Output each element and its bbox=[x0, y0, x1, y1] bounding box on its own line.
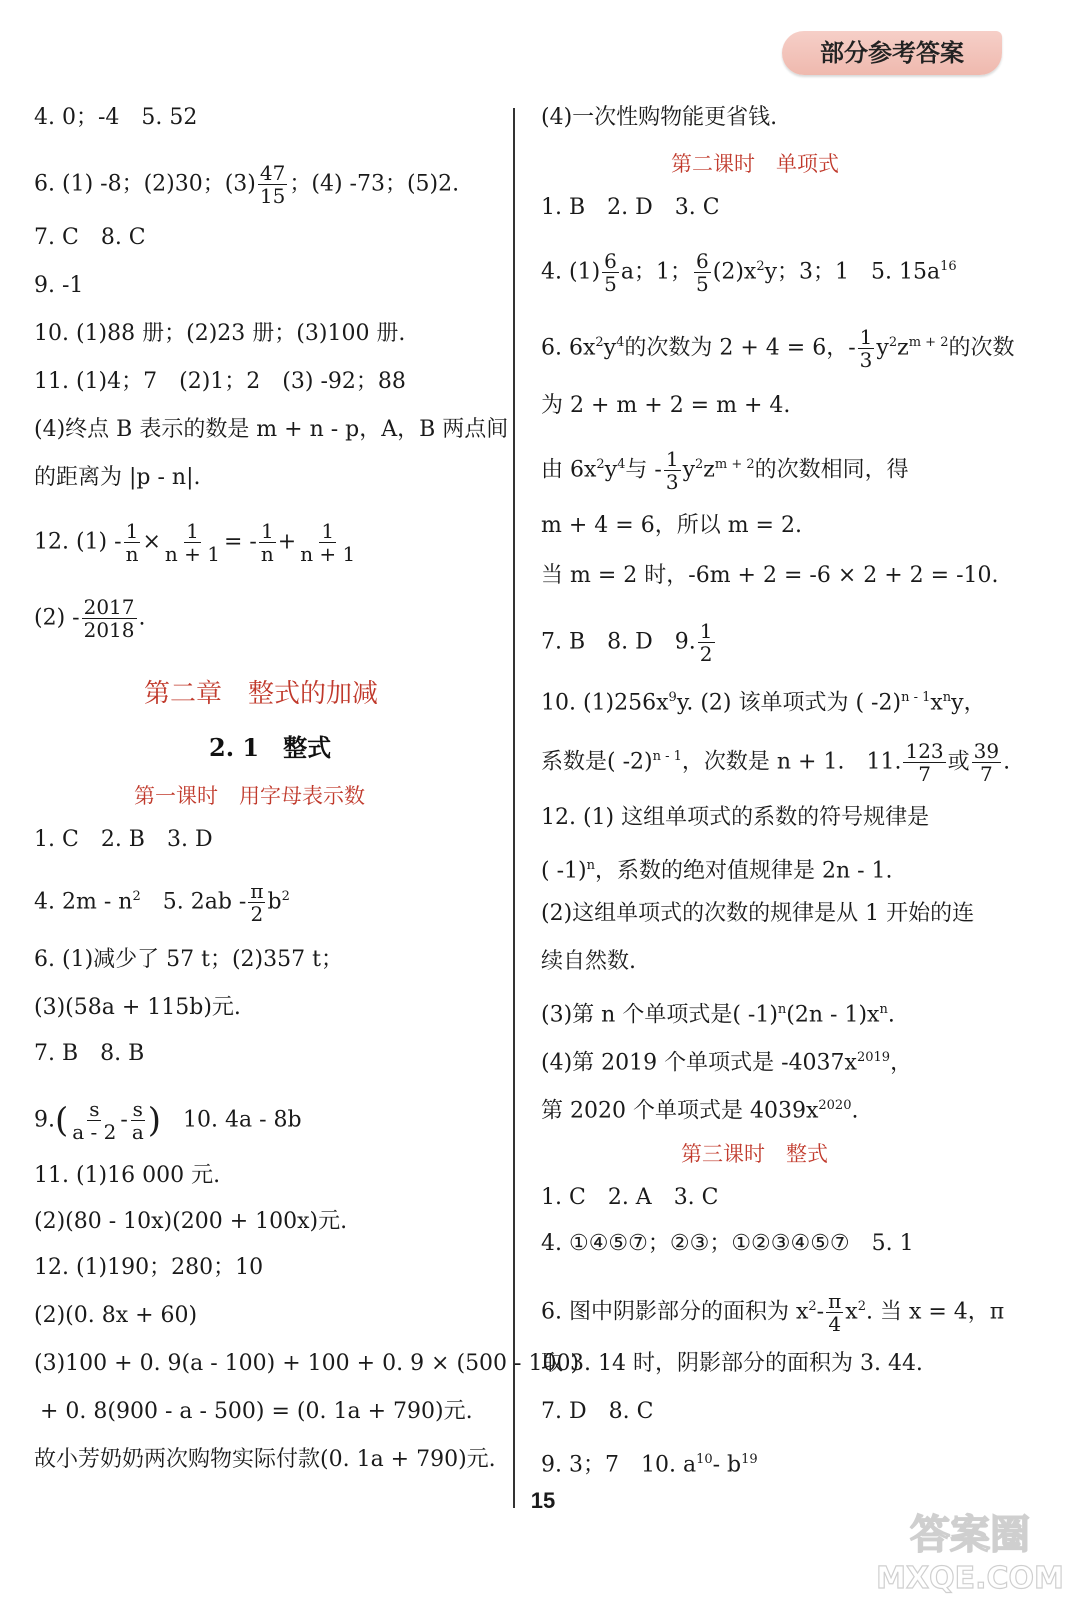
section-tab: 部分参考答案 bbox=[782, 31, 1002, 75]
answer-line: (4)一次性购物能更省钱. bbox=[541, 105, 778, 130]
column-divider bbox=[513, 108, 515, 1508]
answer-line: 11. (1)16 000 元. bbox=[34, 1163, 221, 1188]
answer-line: 的距离为 |p - n|. bbox=[34, 465, 201, 490]
answer-line: 系数是( -2)$^{n - 1}$，次数是 n + 1. 11. $\frac{123}{7}$ 或 $\frac{39}{7}$ . bbox=[541, 739, 1011, 786]
answer-line: 第 2020 个单项式是 $4039x^{2020}$. bbox=[541, 1098, 859, 1124]
answer-line: 10. $(1)256x^9y$. (2) 该单项式为 ( $-2)^{n - 1}x^ny$， bbox=[541, 690, 986, 716]
answer-line: 6. (1) -8；(2)30；(3) $\frac{47}{15}$ ；(4) -73；(5)2. bbox=[34, 161, 460, 208]
chapter-heading: 第二章 整式的加减 bbox=[144, 679, 379, 709]
fraction: $\frac{s}{a}$ bbox=[131, 1097, 144, 1144]
watermark-url: MXQE.COM bbox=[876, 1561, 1064, 1595]
answer-line: 10. (1)88 册；(2)23 册；(3)100 册. bbox=[34, 321, 406, 346]
answer-line: 9. -1 bbox=[34, 273, 84, 298]
fraction: $\frac{1}{n}$ bbox=[260, 519, 274, 566]
answer-line: 7. B 8. D 9. $\frac{1}{2}$ bbox=[541, 619, 713, 666]
answer-line: 为 2 + m + 2 = m + 4. bbox=[541, 393, 791, 418]
fraction: $\frac{39}{7}$ bbox=[973, 739, 1000, 786]
answer-line: (2) - $\frac{2017}{2018}$ . bbox=[34, 595, 146, 642]
answer-line: 续自然数. bbox=[541, 949, 636, 974]
answer-line: ( -1)$^n$，系数的绝对值规律是 2n - 1. bbox=[541, 858, 893, 884]
answer-line: 4. 0；-4 5. 52 bbox=[34, 105, 198, 130]
answer-line: 1. C 2. B 3. D bbox=[34, 827, 213, 852]
answer-line: (4)第 2019 个单项式是 $-4037x^{2019}$， bbox=[541, 1050, 913, 1076]
answer-line: (2)(80 - 10x)(200 + 100x)元. bbox=[34, 1209, 348, 1234]
answer-line: 4. ①④⑤⑦；②③；①②③④⑤⑦ 5. 1 bbox=[541, 1231, 914, 1256]
watermark-text: 答案圈 bbox=[910, 1512, 1030, 1558]
fraction: $\frac{1}{n + 1}$ bbox=[300, 519, 356, 566]
page-number: 15 bbox=[530, 1488, 556, 1513]
answer-line: 7. C 8. C bbox=[34, 225, 146, 250]
answer-line: 4. (1) $\frac{6}{5}$ a；1； $\frac{6}{5}$ $(2)x^2y$；3；1 5. $15a^{16}$ bbox=[541, 249, 957, 296]
fraction: $\frac{47}{15}$ bbox=[259, 161, 286, 208]
answer-line: 6. $6x^2y^4$的次数为 2 + 4 = 6，- $\frac{1}{3}$ $y^2z^{m + 2}$的次数 bbox=[541, 325, 1015, 372]
fraction: $\frac{1}{n + 1}$ bbox=[164, 519, 220, 566]
answer-line: 12. (1)190；280；10 bbox=[34, 1255, 264, 1280]
answer-line: 4. $2m - n^2$ 5. 2ab - $\frac{\pi}{2}$ $b^2$ bbox=[34, 879, 290, 926]
watermark-logo bbox=[870, 1500, 1070, 1595]
answer-line: (2)(0. 8x + 60) bbox=[34, 1303, 198, 1328]
answer-line: (2)这组单项式的次数的规律是从 1 开始的连 bbox=[541, 901, 975, 926]
lesson-heading: 第二课时 单项式 bbox=[671, 152, 839, 176]
lesson-heading: 第一课时 用字母表示数 bbox=[134, 784, 365, 808]
answer-line: 7. B 8. B bbox=[34, 1041, 145, 1066]
answer-line: m + 4 = 6，所以 m = 2. bbox=[541, 513, 802, 538]
fraction: $\frac{1}{2}$ bbox=[699, 619, 713, 666]
answer-line: 故小芳奶奶两次购物实际付款(0. 1a + 790)元. bbox=[34, 1447, 496, 1472]
answer-line: 7. D 8. C bbox=[541, 1399, 654, 1424]
answer-line: (3)第 n 个单项式是( $-1)^n(2n - 1)x^n$. bbox=[541, 1002, 895, 1028]
fraction: $\frac{123}{7}$ bbox=[905, 739, 944, 786]
fraction: $\frac{1}{3}$ bbox=[665, 447, 679, 494]
answer-line: 取 3. 14 时，阴影部分的面积为 3. 44. bbox=[541, 1351, 923, 1376]
fraction: $\frac{6}{5}$ bbox=[604, 249, 617, 296]
fraction: $\frac{s}{a - 2}$ bbox=[72, 1097, 117, 1144]
answer-line: 11. (1)4；7 (2)1；2 (3) -92；88 bbox=[34, 369, 406, 394]
lesson-heading: 第三课时 整式 bbox=[681, 1142, 828, 1166]
answer-line: 12. (1) 这组单项式的系数的符号规律是 bbox=[541, 805, 930, 830]
fraction: $\frac{1}{3}$ bbox=[859, 325, 873, 372]
answer-line: + 0. 8(900 - a - 500) = (0. 1a + 790)元. bbox=[40, 1399, 473, 1424]
fraction: $\frac{\pi}{4}$ bbox=[828, 1289, 842, 1336]
answer-line: 12. (1) - $\frac{1}{n}$ × $\frac{1}{n + 1}$ = - $\frac{1}{n}$ + $\frac{1}{n + 1}$ bbox=[34, 519, 356, 566]
answer-line: 由 $6x^2y^4$与 - $\frac{1}{3}$ $y^2z^{m + 2}$的次数相同，得 bbox=[541, 447, 909, 494]
answer-line: (4)终点 B 表示的数是 m + n - p，A，B 两点间 bbox=[34, 417, 509, 442]
fraction: $\frac{1}{n}$ bbox=[125, 519, 139, 566]
answer-line: 9.( $\frac{s}{a - 2}$ - $\frac{s}{a}$ ) 10. 4a - 8b bbox=[34, 1097, 302, 1144]
answer-line: 6. 图中阴影部分的面积为 $x^2-$ $\frac{\pi}{4}$ $x^2$. 当 x = 4，π bbox=[541, 1289, 1005, 1336]
fraction: $\frac{2017}{2018}$ bbox=[83, 595, 135, 642]
answer-line: 9. 3；7 10. $a^{10}-$ $b^{19}$ bbox=[541, 1452, 758, 1478]
answer-line: (3)100 + 0. 9(a - 100) + 100 + 0. 9 × (500 - 100) bbox=[34, 1351, 580, 1376]
fraction: $\frac{\pi}{2}$ bbox=[250, 879, 264, 926]
fraction: $\frac{6}{5}$ bbox=[696, 249, 709, 296]
section-heading: 2. 1 整式 bbox=[209, 733, 332, 762]
answer-line: 1. C 2. A 3. C bbox=[541, 1185, 719, 1210]
answer-line: 当 m = 2 时，-6m + 2 = -6 × 2 + 2 = -10. bbox=[541, 563, 999, 588]
answer-line: 6. (1)减少了 57 t；(2)357 t； bbox=[34, 947, 343, 972]
answer-line: 1. B 2. D 3. C bbox=[541, 195, 720, 220]
answer-line: (3)(58a + 115b)元. bbox=[34, 995, 241, 1020]
